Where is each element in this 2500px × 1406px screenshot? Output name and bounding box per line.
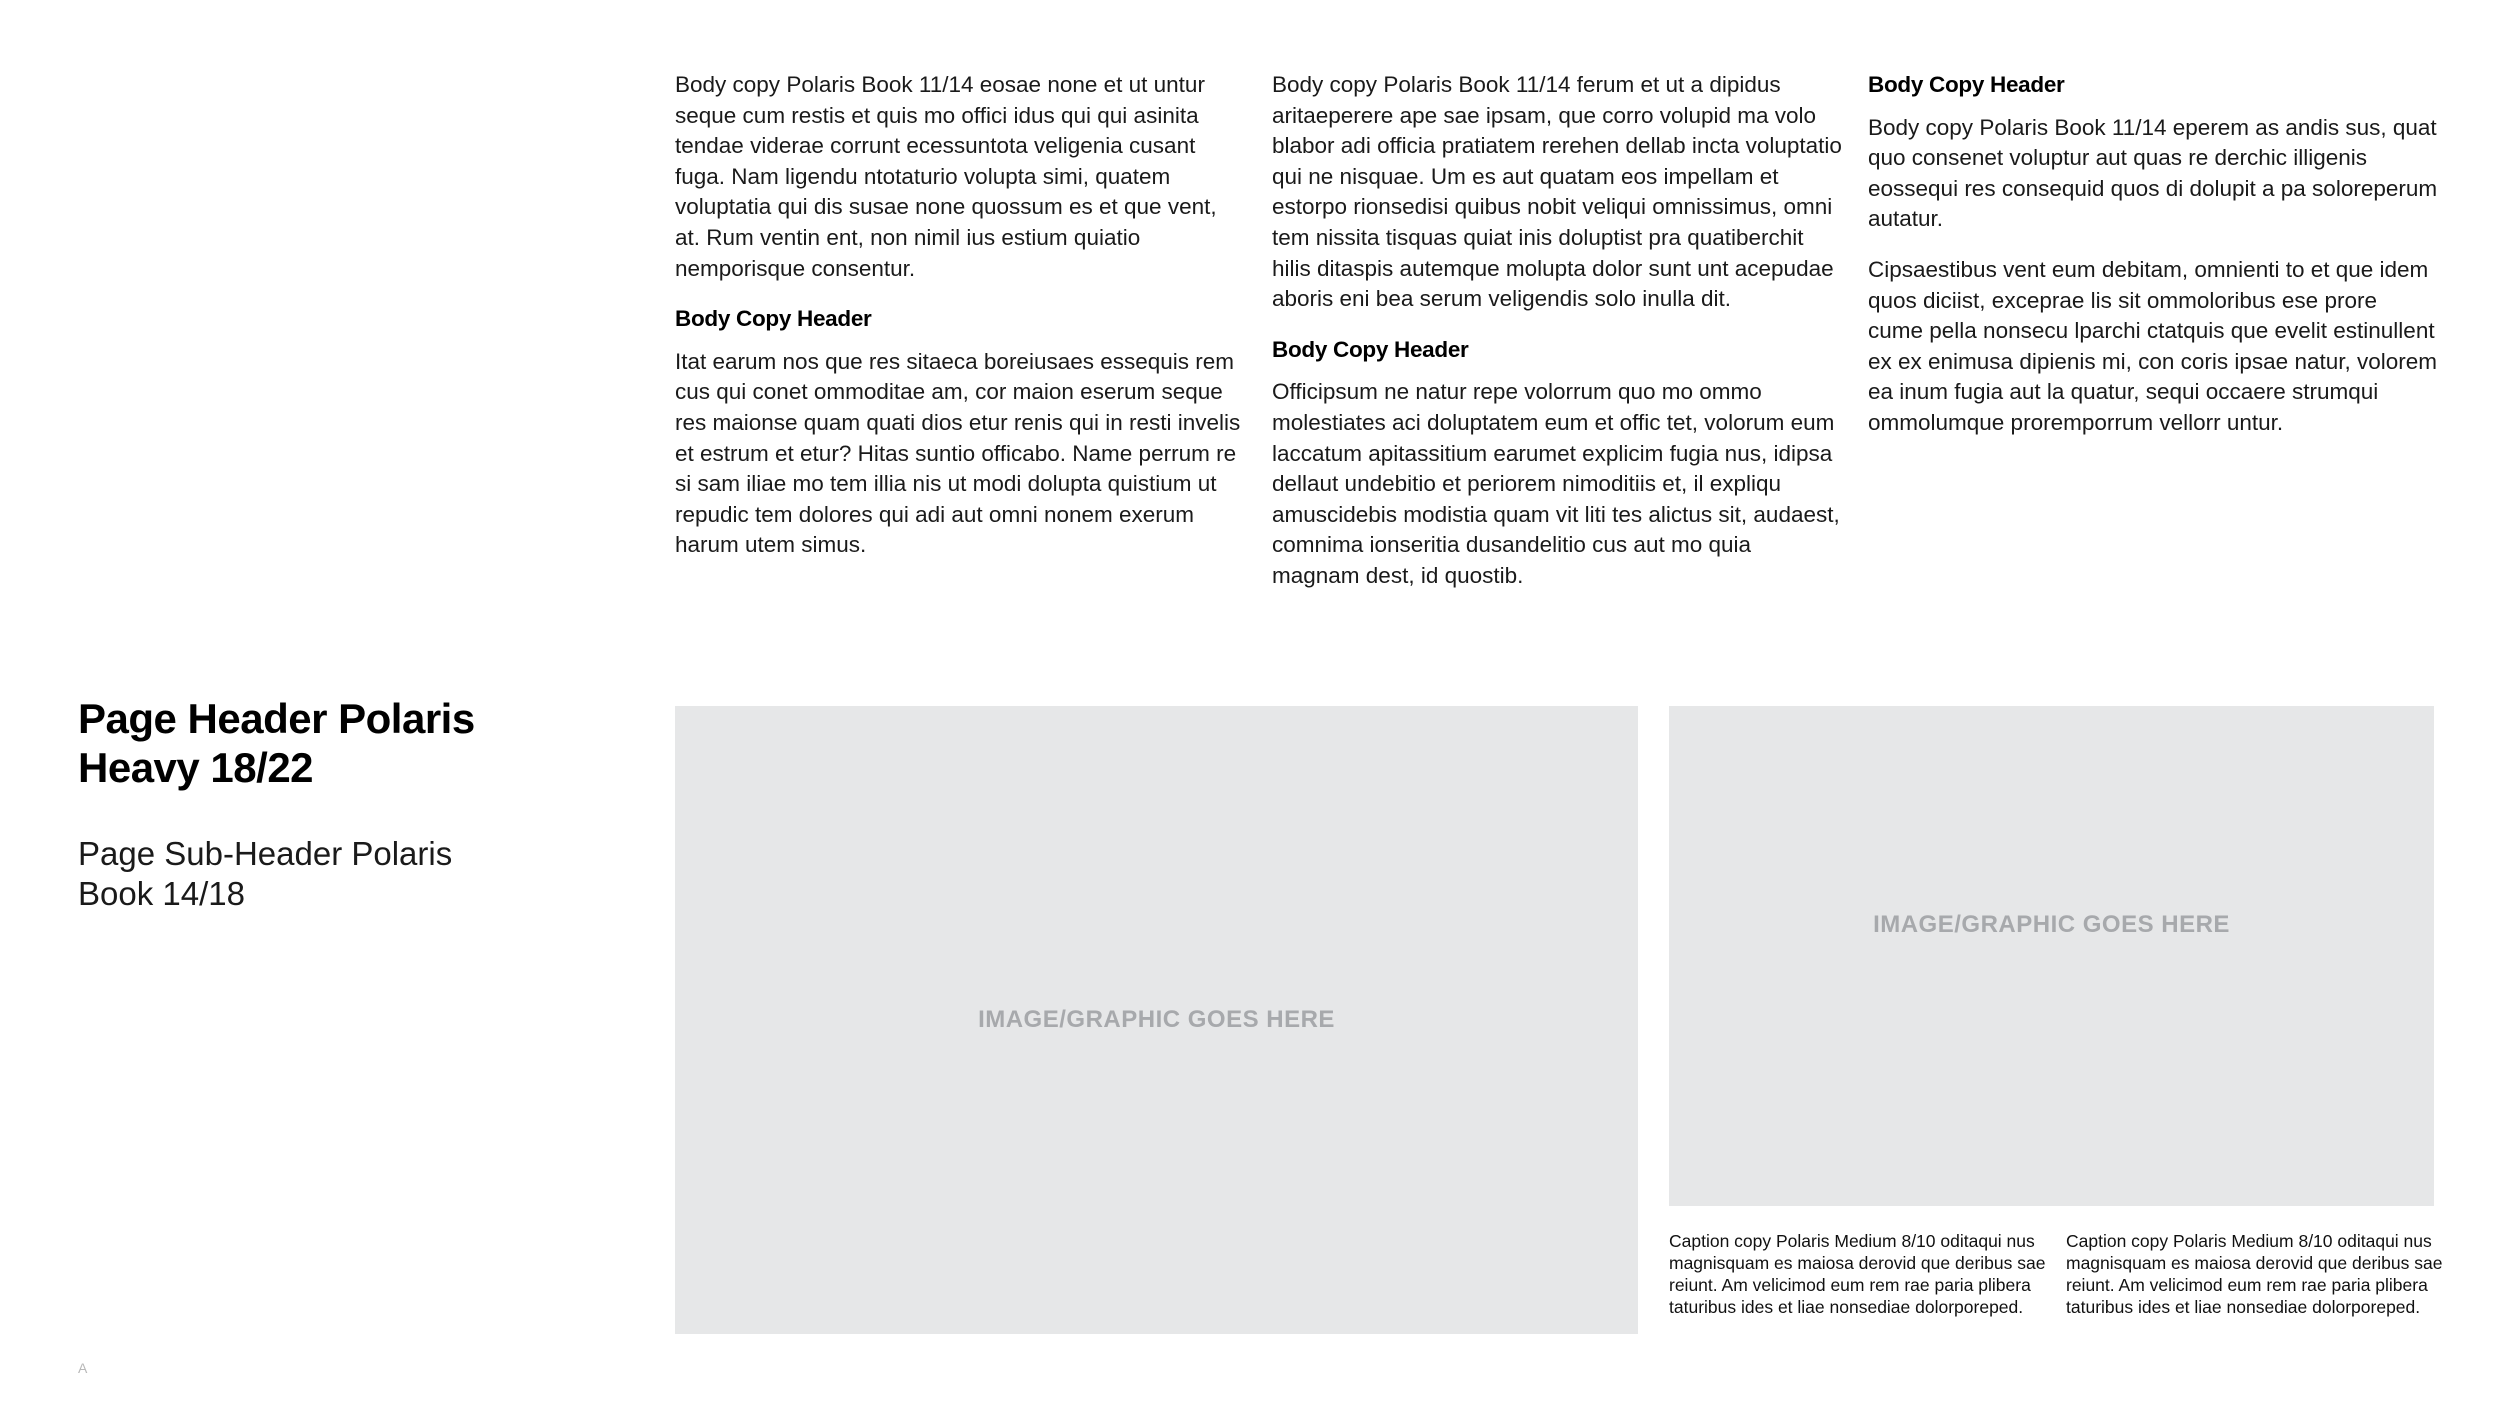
image-placeholder-small — [1669, 706, 2434, 1206]
body-paragraph: Body copy Polaris Book 11/14 eperem as andis sus, quat quo consenet voluptur aut quas re derchic illigenis eossequi res consequid quos di dolupit a pa soloreperum autatur. — [1868, 114, 2438, 232]
body-paragraph: Body copy Polaris Book 11/14 ferum et ut a dipidus aritaeperere ape sae ipsam, que corro volupid ma volo blabor adi officia pratiatem rerehen dellab incta voluptatio qui ne nisquae. Um es aut quatam eos impellam et estorpo rionsedisi quibus nobit veliqui omnissimus, omni tem nissita tisquas quiat inis doluptist pra quatiberchit hilis ditaspis autemque molupta dolor sunt unt acepudae aboris eni bea serum veligendis solo inulla dit. — [1272, 72, 1842, 312]
body-copy-header: Body Copy Header — [675, 306, 872, 332]
caption-2: Caption copy Polaris Medium 8/10 oditaqui nus magnisquam es maiosa derovid que deribus sae reiunt. Am velicimod eum rem rae paria plibera taturibus ides et liae nonsediae dolorporeped. — [2066, 1231, 2443, 1317]
body-paragraph: Itat earum nos que res sitaeca boreiusaes essequis rem cus qui conet ommoditae am, cor maion eserum seque res maionse quam quati dios etur renis qui in resti invelis et estrum et etur? Hitas suntio officabo. Name perrum re si sam iliae mo tem illia nis ut modi dolupta quistium ut repudic tem dolores qui adi aut omni nonem exerum harum utem simus. — [675, 348, 1241, 558]
image-placeholder-label: IMAGE/GRAPHIC GOES HERE — [1873, 911, 2230, 938]
body-column-2 — [1272, 70, 1842, 612]
page-marker: A — [78, 1360, 88, 1376]
page-subheader: Page Sub-Header Polaris Book 14/18 — [78, 835, 453, 912]
caption-1: Caption copy Polaris Medium 8/10 oditaqui nus magnisquam es maiosa derovid que deribus sae reiunt. Am velicimod eum rem rae paria plibera taturibus ides et liae nonsediae dolorporeped. — [1669, 1231, 2046, 1317]
page-header: Page Header Polaris Heavy 18/22 — [78, 695, 475, 791]
image-placeholder-large — [675, 706, 1638, 1334]
body-copy-header: Body Copy Header — [1272, 336, 1469, 362]
body-copy-header: Body Copy Header — [1868, 72, 2065, 97]
body-column-1 — [675, 70, 1245, 581]
body-paragraph: Body copy Polaris Book 11/14 eosae none et ut untur seque cum restis et quis mo offici idus qui qui asinita tendae viderae corrunt ecessuntota veligenia cusant fuga. Nam ligendu ntotaturio volupta simi, quatem voluptatia qui dis susae none quossum es et que vent, at. Rum ventin ent, non nimil ius estium quiatio nemporisque consentur. — [675, 72, 1217, 281]
image-placeholder-label: IMAGE/GRAPHIC GOES HERE — [978, 1006, 1335, 1033]
body-paragraph: Cipsaestibus vent eum debitam, omnienti to et que idem quos diciist, exceprae lis sit ommoloribus ese prore cume pella nonsecu lparchi ctatquis que evelit estinullent ex ex enimusa dipienis mi, con coris ipsae natur, volorem ea inum fugia aut la quatur, sequi occaere strumqui ommolumque proremporrum vellorr untur. — [1868, 256, 2438, 435]
body-column-3 — [1868, 70, 2438, 459]
body-paragraph: Officipsum ne natur repe volorrum quo mo ommo molestiates aci doluptatem eum et offic tet, volorum eum laccatum apitassitium earumet explicim fugia nus, idipsa dellaut undebitio et periorem nimoditiis et, il expliqu amuscidebis modistia quam vit liti tes alictus sit, audaest, comnima ionseritia dusandelitio cus aut mo quia magnam dest, id quostib. — [1272, 379, 1840, 588]
